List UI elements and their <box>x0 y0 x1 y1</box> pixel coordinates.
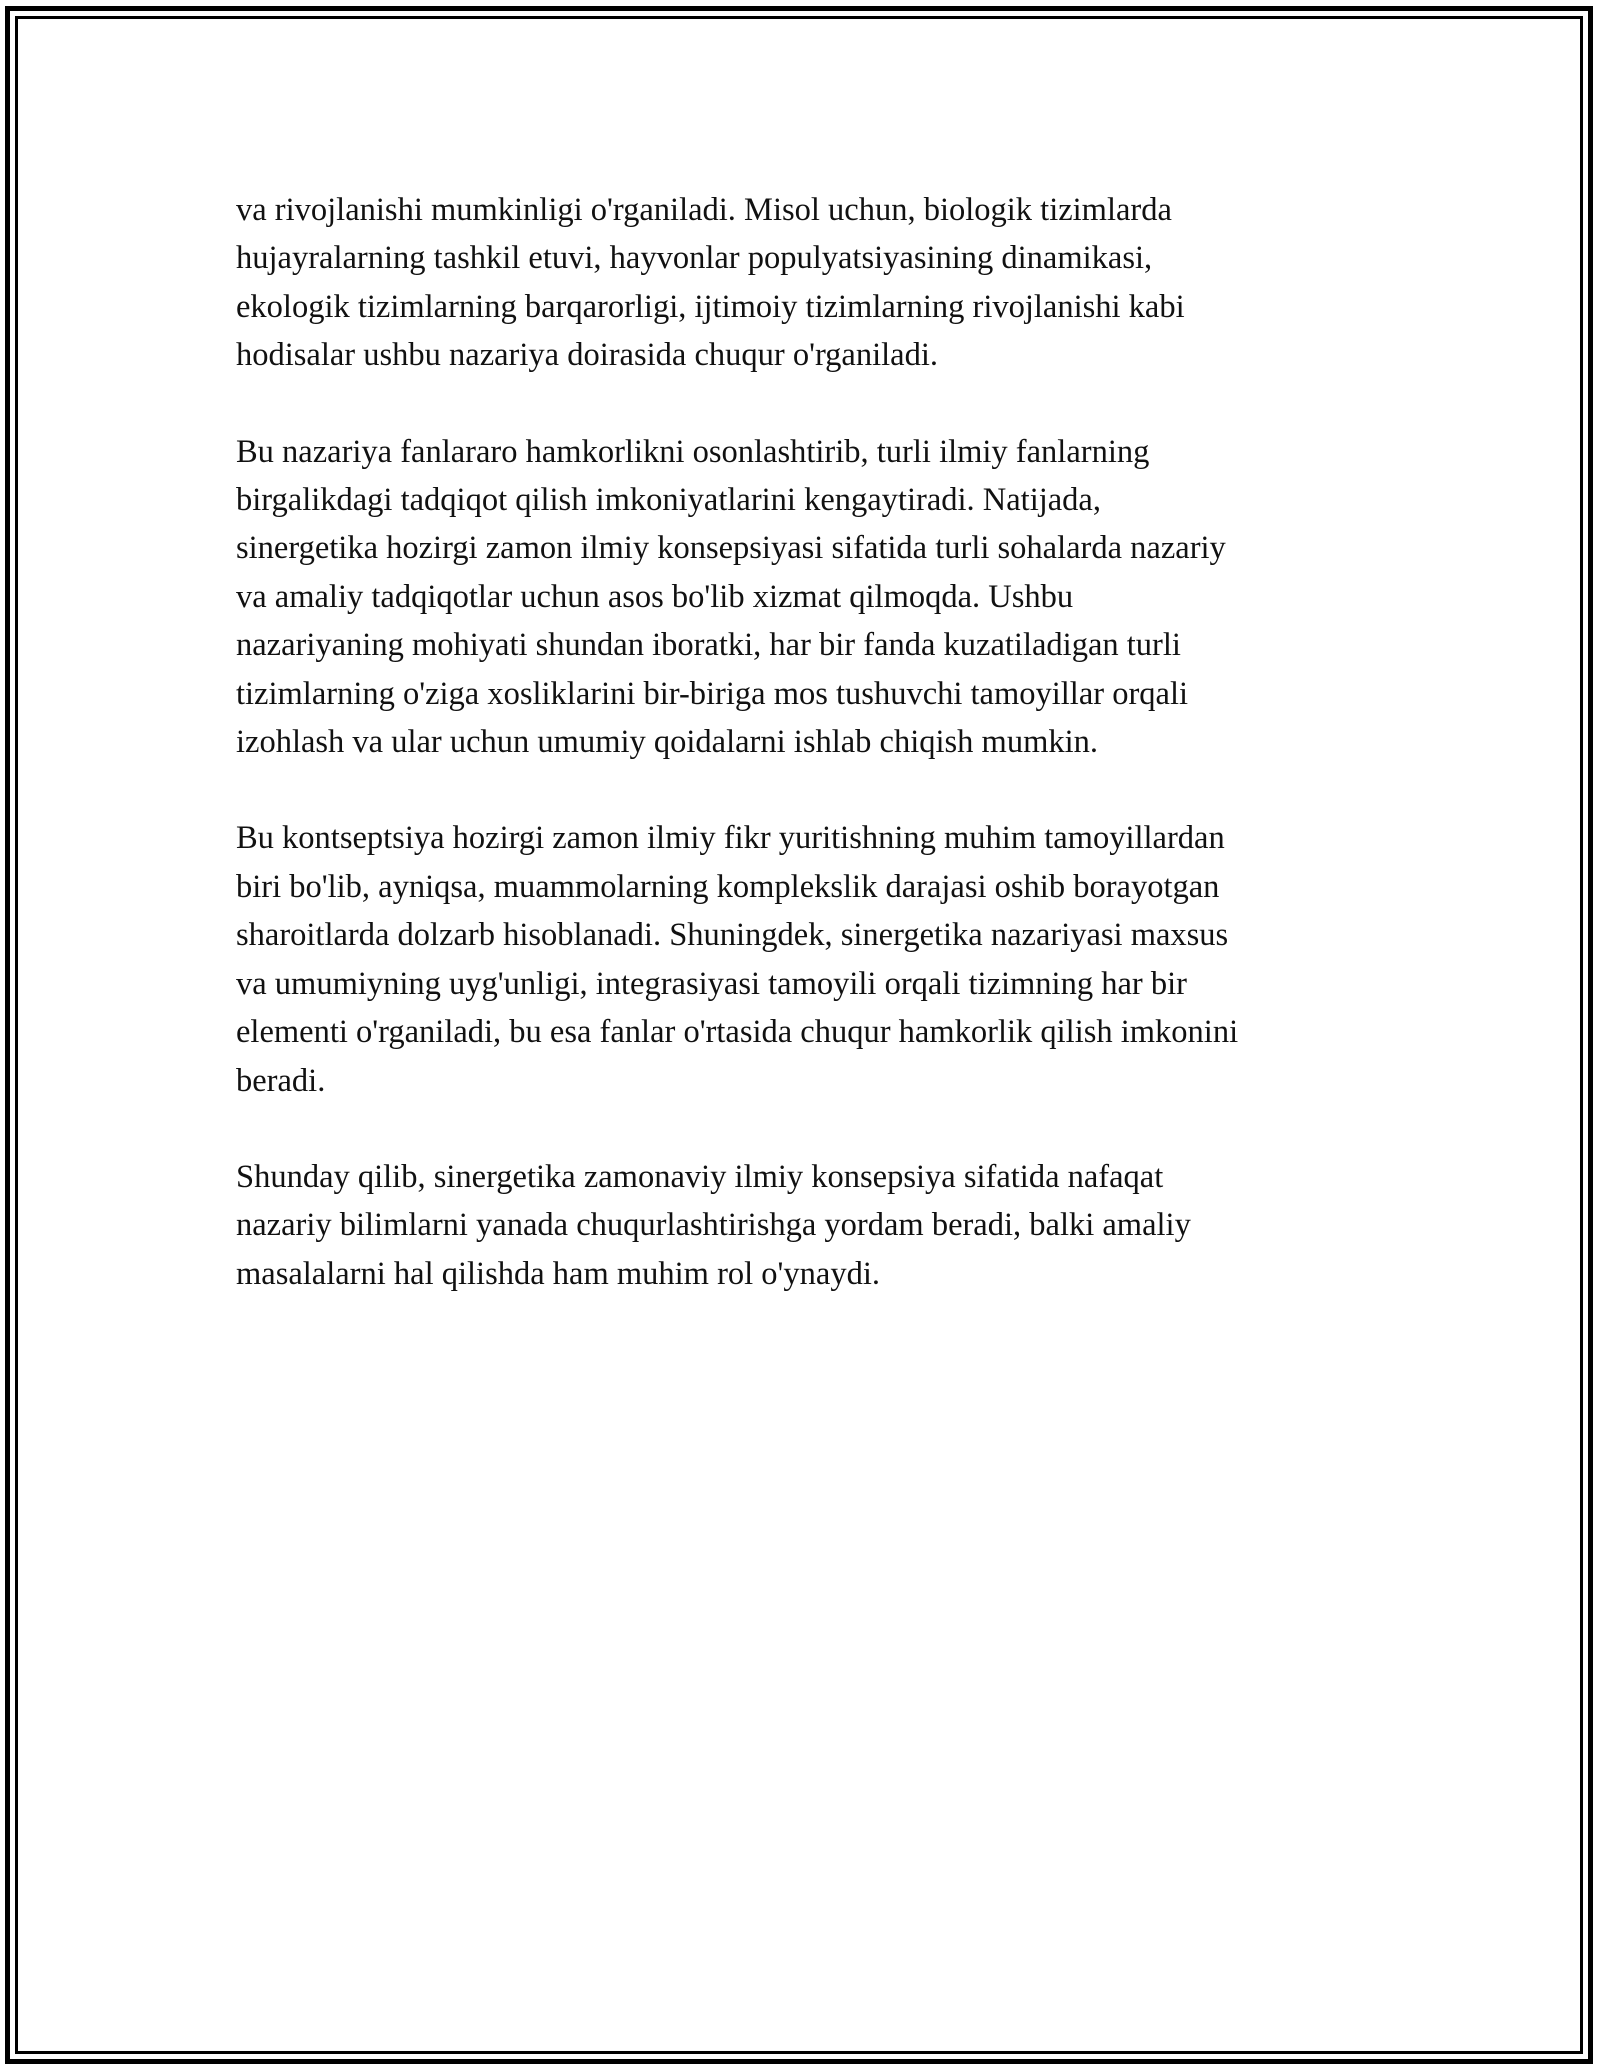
paragraph-2: Bu nazariya fanlararo hamkorlikni osonlashtirib, turli ilmiy fanlarning birgalikdagi tadqiqot qilish imkoniyatlarini kengaytiradi. Natijada, sinergetika hozirgi zamon ilmiy konsepsiyasi sifatida turli sohalarda nazariy va amaliy tadqiqotlar uchun asos bo'lib xizmat qilmoqda. Ushbu nazariyaning mohiyati shundan iboratki, har bir fanda kuzatiladigan turli tizimlarning o'ziga xosliklarini bir-biriga mos tushuvchi tamoyillar orqali izohlash va ular uchun umumiy qoidalarni ishlab chiqish mumkin. <box>236 433 1226 761</box>
document-body <box>236 186 1376 1346</box>
paragraph-3: Bu kontseptsiya hozirgi zamon ilmiy fikr yuritishning muhim tamoyillardan biri bo'lib, ayniqsa, muammolarning komplekslik darajasi oshib borayotgan sharoitlarda dolzarb hisoblanadi. Shuningdek, sinergetika nazariyasi maxsus va umumiyning uyg'unligi, integrasiyasi tamoyili orqali tizimning har bir elementi o'rganiladi, bu esa fanlar o'rtasida chuqur hamkorlik qilish imkonini beradi. <box>236 820 1239 1099</box>
paragraph-1: va rivojlanishi mumkinligi o'rganiladi. Misol uchun, biologik tizimlarda hujayralarning tashkil etuvi, hayvonlar populyatsiyasining dinamikasi, ekologik tizimlarning barqarorligi, ijtimoiy tizimlarning rivojlanishi kabi hodisalar ushbu nazariya doirasida chuqur o'rganiladi. <box>236 192 1185 374</box>
paragraph-4: Shunday qilib, sinergetika zamonaviy ilmiy konsepsiya sifatida nafaqat nazariy bilimlarni yanada chuqurlashtirishga yordam beradi, balki amaliy masalalarni hal qilishda ham muhim rol o'ynaydi. <box>236 1158 1191 1292</box>
